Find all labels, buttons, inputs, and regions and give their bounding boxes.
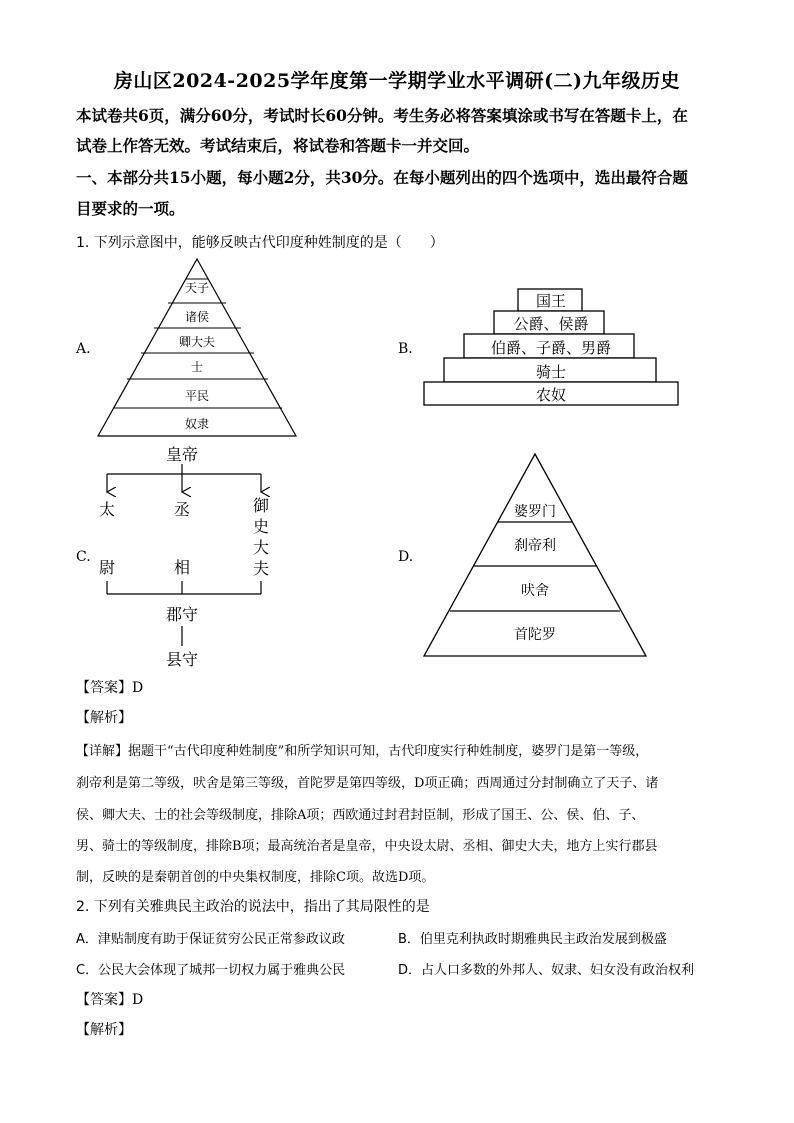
page-title: 房山区2024-2025学年度第一学期学业水平调研(二)九年级历史 bbox=[113, 70, 681, 92]
qin-taiwei-1: 太 bbox=[98, 500, 116, 519]
q1-analysis-label: 【解析】 bbox=[76, 710, 132, 726]
question-2-stem: 2. 下列有关雅典民主政治的说法中，指出了其局限性的是 bbox=[76, 899, 430, 915]
section-heading-line-2: 目要求的一项。 bbox=[76, 199, 185, 218]
option-b-label[interactable]: B. bbox=[398, 341, 413, 357]
caste-brahmin: 婆罗门 bbox=[514, 504, 556, 520]
qin-chengxiang-2: 相 bbox=[173, 558, 191, 577]
q1-detail-line-1: 【详解】据题干“古代印度种姓制度”和所学知识可知，古代印度实行种姓制度，婆罗门是第一等级， bbox=[76, 744, 649, 759]
diagram-b-feudal-hierarchy bbox=[422, 287, 680, 407]
q2-option-c[interactable]: C．公民大会体现了城邦一切权力属于雅典公民 bbox=[76, 963, 346, 978]
qin-yushi-3: 大 bbox=[252, 538, 270, 557]
qin-emperor: 皇帝 bbox=[165, 445, 199, 464]
qin-yushi-1: 御 bbox=[252, 496, 270, 515]
pyramid-a-level-4: 士 bbox=[190, 360, 204, 374]
caste-vaishya: 吠舍 bbox=[521, 583, 549, 599]
q2-option-a[interactable]: A．津贴制度有助于保证贫穷公民正常参政议政 bbox=[76, 932, 345, 947]
pyramid-a-level-5: 平民 bbox=[184, 389, 210, 403]
q1-detail-line-3: 侯、卿大夫、士的社会等级制度，排除A项；西欧通过封君封臣制，形成了国王、公、侯、伯、子、 bbox=[76, 808, 645, 823]
q1-detail-line-5: 制，反映的是秦朝首创的中央集权制度，排除C项。故选D项。 bbox=[76, 870, 435, 885]
caste-kshatriya: 刹帝利 bbox=[514, 538, 556, 554]
pyramid-a-level-2: 诸侯 bbox=[184, 310, 210, 324]
qin-chengxiang-1: 丞 bbox=[173, 500, 191, 519]
feudal-level-3: 伯爵、子爵、男爵 bbox=[490, 339, 612, 357]
q2-answer: 【答案】D bbox=[76, 992, 144, 1008]
q1-detail-line-4: 男、骑士的等级制度，排除B项；最高统治者是皇帝，中央设太尉、丞相、御史大夫，地方上实行郡县 bbox=[76, 839, 658, 854]
feudal-level-4: 骑士 bbox=[535, 363, 567, 381]
qin-taiwei-2: 尉 bbox=[98, 558, 116, 577]
q2-option-b[interactable]: B．伯里克利执政时期雅典民主政治发展到极盛 bbox=[398, 932, 667, 947]
diagram-d-caste-pyramid bbox=[420, 450, 650, 660]
caste-shudra: 首陀罗 bbox=[514, 627, 556, 643]
qin-prefect: 郡守 bbox=[165, 605, 199, 624]
diagram-a-zhou-pyramid bbox=[90, 255, 305, 440]
qin-yushi-4: 夫 bbox=[252, 559, 270, 578]
qin-yushi-2: 史 bbox=[252, 517, 270, 536]
feudal-level-2: 公爵、侯爵 bbox=[513, 315, 589, 333]
qin-county: 县守 bbox=[165, 650, 199, 669]
q1-answer: 【答案】D bbox=[76, 680, 144, 696]
diagram-c-qin-government bbox=[90, 440, 280, 675]
q2-option-d[interactable]: D．占人口多数的外邦人、奴隶、妇女没有政治权利 bbox=[398, 963, 695, 978]
pyramid-a-level-6: 奴隶 bbox=[184, 417, 210, 431]
pyramid-a-level-1: 天子 bbox=[184, 281, 210, 295]
pyramid-a-level-3: 卿大夫 bbox=[178, 335, 216, 349]
option-a-label[interactable]: A. bbox=[76, 341, 91, 357]
option-c-label[interactable]: C. bbox=[76, 549, 91, 565]
q1-detail-line-2: 刹帝利是第二等级，吠舍是第三等级，首陀罗是第四等级，D项正确；西周通过分封制确立了天子、诸 bbox=[76, 776, 659, 791]
option-d-label[interactable]: D. bbox=[398, 549, 414, 565]
feudal-level-5: 农奴 bbox=[535, 386, 567, 404]
q2-analysis-label: 【解析】 bbox=[76, 1022, 132, 1038]
instructions-line-1: 本试卷共6页，满分60分，考试时长60分钟。考生务必将答案填涂或书写在答题卡上，在 bbox=[76, 106, 688, 125]
instructions-line-2: 试卷上作答无效。考试结束后，将试卷和答题卡一并交回。 bbox=[76, 136, 480, 155]
feudal-level-1: 国王 bbox=[535, 292, 567, 310]
section-heading-line-1: 一、本部分共15小题，每小题2分，共30分。在每小题列出的四个选项中，选出最符合题 bbox=[76, 168, 688, 187]
question-1-stem: 1. 下列示意图中，能够反映古代印度种姓制度的是（ ） bbox=[76, 235, 444, 251]
